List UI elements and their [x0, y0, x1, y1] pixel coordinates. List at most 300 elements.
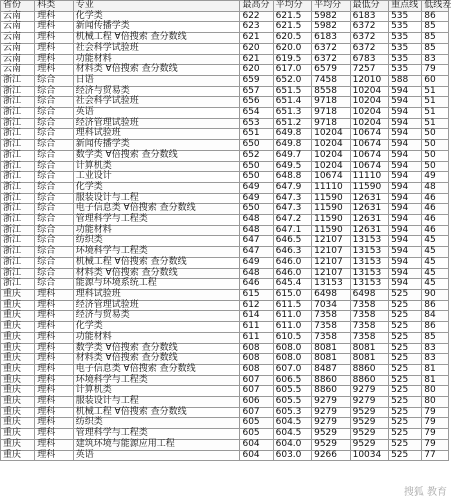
- table-row: [1, 236, 449, 247]
- cell-key-line: 594: [389, 140, 422, 151]
- cell-average-rank: 10204: [312, 129, 350, 140]
- cell-line-diff: 83: [422, 54, 449, 65]
- cell-average-rank: 9279: [312, 418, 350, 429]
- cell-key-line: 525: [389, 343, 422, 354]
- cell-line-diff: 85: [422, 332, 449, 343]
- cell-key-line: 525: [389, 386, 422, 397]
- cell-major: 计算机类: [73, 161, 240, 172]
- cell-average: 646.3: [273, 247, 311, 258]
- cell-average-rank: 9718: [312, 97, 350, 108]
- cell-highest: 657: [240, 86, 273, 97]
- cell-major: 机械工程 ∀倍搜索 查分数线: [73, 33, 240, 44]
- cell-key-line: 594: [389, 172, 422, 183]
- cell-highest: 621: [240, 33, 273, 44]
- cell-highest: 649: [240, 193, 273, 204]
- cell-lowest-rank: 13153: [350, 279, 388, 290]
- cell-province: 浙江: [1, 236, 35, 247]
- table-row: [1, 11, 449, 22]
- cell-average: 651.2: [273, 118, 311, 129]
- cell-highest: 649: [240, 257, 273, 268]
- cell-key-line: 594: [389, 118, 422, 129]
- cell-highest: 654: [240, 108, 273, 119]
- cell-category: 综合: [35, 236, 73, 247]
- cell-lowest-rank: 9529: [350, 418, 388, 429]
- cell-province: 云南: [1, 11, 35, 22]
- table-row: [1, 407, 449, 418]
- table-row: [1, 86, 449, 97]
- cell-province: 浙江: [1, 193, 35, 204]
- cell-highest: 650: [240, 161, 273, 172]
- cell-key-line: 535: [389, 54, 422, 65]
- table-row: [1, 311, 449, 322]
- cell-highest: 608: [240, 343, 273, 354]
- cell-category: 理科: [35, 54, 73, 65]
- cell-line-diff: 80: [422, 397, 449, 408]
- cell-category: 综合: [35, 215, 73, 226]
- cell-average: 645.4: [273, 279, 311, 290]
- cell-major: 新闻传播学类: [73, 22, 240, 33]
- cell-province: 浙江: [1, 108, 35, 119]
- cell-highest: 607: [240, 386, 273, 397]
- cell-highest: 650: [240, 140, 273, 151]
- cell-key-line: 525: [389, 322, 422, 333]
- cell-line-diff: 46: [422, 193, 449, 204]
- table-row: [1, 129, 449, 140]
- cell-lowest-rank: 6498: [350, 289, 388, 300]
- cell-line-diff: 48: [422, 182, 449, 193]
- cell-lowest-rank: 7358: [350, 311, 388, 322]
- cell-major: 环境科学与工程类: [73, 247, 240, 258]
- cell-category: 综合: [35, 172, 73, 183]
- cell-key-line: 594: [389, 215, 422, 226]
- cell-category: 理科: [35, 418, 73, 429]
- cell-average-rank: 8860: [312, 386, 350, 397]
- cell-province: 重庆: [1, 322, 35, 333]
- cell-lowest-rank: 12010: [350, 75, 388, 86]
- cell-major: 机械工程 ∀倍搜索 查分数线: [73, 257, 240, 268]
- cell-province: 重庆: [1, 429, 35, 440]
- cell-key-line: 525: [389, 397, 422, 408]
- cell-average-rank: 10204: [312, 140, 350, 151]
- cell-lowest-rank: 7358: [350, 332, 388, 343]
- table-row: [1, 268, 449, 279]
- cell-key-line: 594: [389, 161, 422, 172]
- cell-average: 651.3: [273, 108, 311, 119]
- cell-highest: 648: [240, 268, 273, 279]
- cell-average: 608.0: [273, 343, 311, 354]
- cell-province: 重庆: [1, 407, 35, 418]
- cell-category: 理科: [35, 439, 73, 450]
- cell-line-diff: 86: [422, 11, 449, 22]
- table-row: [1, 322, 449, 333]
- cell-province: 云南: [1, 33, 35, 44]
- cell-average-rank: 11590: [312, 225, 350, 236]
- cell-highest: 605: [240, 418, 273, 429]
- table-row: [1, 182, 449, 193]
- cell-lowest-rank: 13153: [350, 268, 388, 279]
- cell-average-rank: 9279: [312, 407, 350, 418]
- cell-major: 能源与环境系统工程: [73, 279, 240, 290]
- cell-major: 经济与贸易类: [73, 311, 240, 322]
- cell-province: 浙江: [1, 268, 35, 279]
- cell-average-rank: 8558: [312, 86, 350, 97]
- cell-highest: 653: [240, 118, 273, 129]
- cell-average: 649.8: [273, 140, 311, 151]
- cell-category: 理科: [35, 407, 73, 418]
- cell-lowest-rank: 10204: [350, 108, 388, 119]
- cell-average: 605.5: [273, 386, 311, 397]
- cell-category: 综合: [35, 140, 73, 151]
- cell-average-rank: 7358: [312, 332, 350, 343]
- cell-average: 615.0: [273, 289, 311, 300]
- table-row: [1, 97, 449, 108]
- cell-category: 综合: [35, 182, 73, 193]
- table-row: [1, 418, 449, 429]
- cell-province: 浙江: [1, 161, 35, 172]
- cell-major: 社会科学试验班: [73, 97, 240, 108]
- cell-average: 647.3: [273, 193, 311, 204]
- cell-average: 647.9: [273, 182, 311, 193]
- cell-key-line: 594: [389, 129, 422, 140]
- cell-category: 综合: [35, 225, 73, 236]
- cell-province: 浙江: [1, 140, 35, 151]
- cell-key-line: 525: [389, 375, 422, 386]
- table-row: [1, 279, 449, 290]
- cell-category: 理科: [35, 364, 73, 375]
- cell-line-diff: 90: [422, 289, 449, 300]
- cell-province: 重庆: [1, 343, 35, 354]
- table-header: [1, 1, 449, 12]
- cell-line-diff: 79: [422, 429, 449, 440]
- cell-category: 综合: [35, 86, 73, 97]
- table-row: [1, 108, 449, 119]
- cell-average-rank: 9529: [312, 439, 350, 450]
- cell-major: 管理科学与工程类: [73, 215, 240, 226]
- cell-line-diff: 46: [422, 215, 449, 226]
- cell-province: 浙江: [1, 257, 35, 268]
- table-row: [1, 150, 449, 161]
- cell-province: 浙江: [1, 129, 35, 140]
- cell-province: 云南: [1, 54, 35, 65]
- cell-key-line: 594: [389, 225, 422, 236]
- cell-highest: 606: [240, 397, 273, 408]
- cell-average: 649.8: [273, 129, 311, 140]
- cell-province: 重庆: [1, 354, 35, 365]
- cell-key-line: 525: [389, 364, 422, 375]
- cell-category: 理科: [35, 311, 73, 322]
- cell-key-line: 525: [389, 450, 422, 461]
- cell-category: 理科: [35, 322, 73, 333]
- cell-highest: 646: [240, 279, 273, 290]
- cell-line-diff: 51: [422, 97, 449, 108]
- cell-line-diff: 84: [422, 311, 449, 322]
- cell-lowest-rank: 6372: [350, 33, 388, 44]
- table-row: [1, 215, 449, 226]
- cell-average-rank: 9529: [312, 429, 350, 440]
- cell-key-line: 525: [389, 332, 422, 343]
- header-major: 专业: [73, 1, 240, 12]
- cell-category: 综合: [35, 268, 73, 279]
- cell-average-rank: 6372: [312, 43, 350, 54]
- cell-line-diff: 85: [422, 22, 449, 33]
- cell-key-line: 525: [389, 311, 422, 322]
- cell-major: 经济管理试验班: [73, 118, 240, 129]
- cell-line-diff: 79: [422, 65, 449, 76]
- cell-province: 浙江: [1, 225, 35, 236]
- cell-highest: 607: [240, 407, 273, 418]
- cell-key-line: 594: [389, 193, 422, 204]
- cell-province: 重庆: [1, 397, 35, 408]
- cell-average-rank: 6372: [312, 54, 350, 65]
- cell-line-diff: 45: [422, 257, 449, 268]
- cell-major: 功能材料: [73, 54, 240, 65]
- table-row: [1, 397, 449, 408]
- cell-average-rank: 7034: [312, 300, 350, 311]
- cell-category: 综合: [35, 108, 73, 119]
- cell-line-diff: 45: [422, 279, 449, 290]
- cell-average-rank: 10204: [312, 150, 350, 161]
- table-row: [1, 193, 449, 204]
- cell-key-line: 594: [389, 182, 422, 193]
- cell-key-line: 525: [389, 407, 422, 418]
- table-row: [1, 332, 449, 343]
- cell-line-diff: 79: [422, 407, 449, 418]
- cell-lowest-rank: 9529: [350, 439, 388, 450]
- cell-line-diff: 83: [422, 343, 449, 354]
- cell-highest: 611: [240, 322, 273, 333]
- cell-line-diff: 80: [422, 386, 449, 397]
- cell-lowest-rank: 7358: [350, 300, 388, 311]
- cell-lowest-rank: 6372: [350, 22, 388, 33]
- cell-major: 纺织类: [73, 418, 240, 429]
- cell-average: 621.5: [273, 22, 311, 33]
- cell-average: 621.5: [273, 11, 311, 22]
- watermark-logo: 搜狐 教育: [403, 487, 447, 498]
- cell-key-line: 594: [389, 268, 422, 279]
- cell-key-line: 535: [389, 43, 422, 54]
- cell-average: 604.0: [273, 439, 311, 450]
- cell-highest: 615: [240, 289, 273, 300]
- cell-average-rank: 6183: [312, 33, 350, 44]
- cell-major: 数学类 ∀倍搜索 查分数线: [73, 150, 240, 161]
- cell-key-line: 525: [389, 439, 422, 450]
- cell-line-diff: 50: [422, 129, 449, 140]
- cell-line-diff: 77: [422, 450, 449, 461]
- table-row: [1, 300, 449, 311]
- table-row: [1, 118, 449, 129]
- cell-province: 云南: [1, 22, 35, 33]
- cell-major: 管理科学与工程类: [73, 429, 240, 440]
- cell-lowest-rank: 8860: [350, 375, 388, 386]
- cell-key-line: 525: [389, 418, 422, 429]
- cell-category: 理科: [35, 11, 73, 22]
- cell-average: 646.0: [273, 268, 311, 279]
- cell-category: 理科: [35, 65, 73, 76]
- cell-key-line: 535: [389, 33, 422, 44]
- cell-major: 建筑环境与能源应用工程: [73, 439, 240, 450]
- cell-lowest-rank: 10674: [350, 150, 388, 161]
- cell-category: 综合: [35, 247, 73, 258]
- cell-key-line: 594: [389, 150, 422, 161]
- cell-major: 工业设计: [73, 172, 240, 183]
- cell-province: 浙江: [1, 150, 35, 161]
- cell-province: 浙江: [1, 172, 35, 183]
- cell-lowest-rank: 6372: [350, 43, 388, 54]
- cell-key-line: 535: [389, 65, 422, 76]
- cell-average: 647.3: [273, 204, 311, 215]
- cell-highest: 647: [240, 247, 273, 258]
- cell-average-rank: 10674: [312, 172, 350, 183]
- header-lowest: 最低分: [350, 1, 388, 12]
- cell-province: 重庆: [1, 450, 35, 461]
- cell-major: 社会科学试验班: [73, 43, 240, 54]
- cell-average: 651.4: [273, 97, 311, 108]
- cell-average-rank: 12107: [312, 257, 350, 268]
- cell-category: 理科: [35, 332, 73, 343]
- header-average: 平均分: [273, 1, 311, 12]
- cell-average-rank: 9266: [312, 450, 350, 461]
- cell-highest: 620: [240, 65, 273, 76]
- cell-line-diff: 60: [422, 75, 449, 86]
- cell-major: 日语: [73, 75, 240, 86]
- cell-major: 化学类: [73, 182, 240, 193]
- cell-category: 综合: [35, 257, 73, 268]
- cell-province: 重庆: [1, 439, 35, 450]
- cell-category: 综合: [35, 150, 73, 161]
- cell-lowest-rank: 8081: [350, 354, 388, 365]
- cell-average: 611.0: [273, 322, 311, 333]
- cell-key-line: 594: [389, 257, 422, 268]
- cell-key-line: 594: [389, 204, 422, 215]
- cell-category: 综合: [35, 97, 73, 108]
- cell-category: 综合: [35, 118, 73, 129]
- cell-province: 浙江: [1, 75, 35, 86]
- cell-lowest-rank: 10204: [350, 86, 388, 97]
- cell-average-rank: 9718: [312, 108, 350, 119]
- cell-lowest-rank: 9279: [350, 386, 388, 397]
- cell-average: 604.5: [273, 429, 311, 440]
- cell-average-rank: 7358: [312, 322, 350, 333]
- cell-major: 服装设计与工程: [73, 397, 240, 408]
- table-row: [1, 450, 449, 461]
- cell-average: 646.5: [273, 236, 311, 247]
- cell-highest: 608: [240, 364, 273, 375]
- cell-average: 617.0: [273, 65, 311, 76]
- cell-average-rank: 11590: [312, 204, 350, 215]
- cell-average: 620.5: [273, 33, 311, 44]
- cell-line-diff: 51: [422, 108, 449, 119]
- cell-lowest-rank: 13153: [350, 236, 388, 247]
- cell-average: 606.5: [273, 375, 311, 386]
- cell-category: 综合: [35, 204, 73, 215]
- cell-province: 重庆: [1, 418, 35, 429]
- cell-average-rank: 8487: [312, 364, 350, 375]
- cell-category: 理科: [35, 397, 73, 408]
- cell-major: 环境科学与工程类: [73, 375, 240, 386]
- cell-major: 英语: [73, 108, 240, 119]
- cell-category: 理科: [35, 43, 73, 54]
- cell-key-line: 525: [389, 300, 422, 311]
- cell-key-line: 588: [389, 75, 422, 86]
- cell-average-rank: 6498: [312, 289, 350, 300]
- cell-lowest-rank: 12631: [350, 225, 388, 236]
- header-line-diff: 低线差: [422, 1, 449, 12]
- cell-major: 经济与贸易类: [73, 86, 240, 97]
- cell-lowest-rank: 11590: [350, 182, 388, 193]
- cell-major: 计算机类: [73, 386, 240, 397]
- cell-average: 607.0: [273, 364, 311, 375]
- cell-key-line: 535: [389, 11, 422, 22]
- cell-highest: 649: [240, 182, 273, 193]
- cell-average: 649.7: [273, 150, 311, 161]
- cell-major: 服装设计与工程: [73, 193, 240, 204]
- cell-lowest-rank: 8860: [350, 364, 388, 375]
- cell-highest: 605: [240, 429, 273, 440]
- cell-highest: 612: [240, 300, 273, 311]
- cell-major: 英语: [73, 450, 240, 461]
- table-row: [1, 343, 449, 354]
- cell-lowest-rank: 9529: [350, 429, 388, 440]
- cell-lowest-rank: 10674: [350, 129, 388, 140]
- table-row: [1, 257, 449, 268]
- cell-highest: 656: [240, 97, 273, 108]
- cell-key-line: 594: [389, 247, 422, 258]
- cell-highest: 648: [240, 225, 273, 236]
- cell-average-rank: 6579: [312, 65, 350, 76]
- cell-province: 重庆: [1, 386, 35, 397]
- cell-category: 理科: [35, 343, 73, 354]
- cell-highest: 652: [240, 150, 273, 161]
- cell-highest: 607: [240, 375, 273, 386]
- table-row: [1, 364, 449, 375]
- table-row: [1, 386, 449, 397]
- cell-line-diff: 85: [422, 43, 449, 54]
- cell-highest: 650: [240, 172, 273, 183]
- cell-major: 化学类: [73, 11, 240, 22]
- cell-average: 611.0: [273, 311, 311, 322]
- cell-major: 材料类 ∀倍搜索 查分数线: [73, 268, 240, 279]
- cell-lowest-rank: 13153: [350, 257, 388, 268]
- cell-highest: 620: [240, 43, 273, 54]
- table-row: [1, 54, 449, 65]
- cell-category: 综合: [35, 129, 73, 140]
- cell-average: 605.3: [273, 407, 311, 418]
- table-body: [1, 11, 449, 461]
- cell-major: 机械工程 ∀倍搜索 查分数线: [73, 407, 240, 418]
- cell-province: 重庆: [1, 311, 35, 322]
- cell-lowest-rank: 10034: [350, 450, 388, 461]
- cell-key-line: 594: [389, 108, 422, 119]
- header-category: 科类: [35, 1, 73, 12]
- cell-average: 651.5: [273, 86, 311, 97]
- cell-highest: 608: [240, 354, 273, 365]
- cell-province: 浙江: [1, 182, 35, 193]
- cell-average: 647.1: [273, 225, 311, 236]
- table-row: [1, 204, 449, 215]
- cell-major: 理科试验班: [73, 129, 240, 140]
- cell-province: 重庆: [1, 364, 35, 375]
- cell-key-line: 594: [389, 97, 422, 108]
- cell-average-rank: 13153: [312, 279, 350, 290]
- cell-major: 材料类 ∀倍搜索 查分数线: [73, 65, 240, 76]
- table-row: [1, 289, 449, 300]
- cell-lowest-rank: 12631: [350, 215, 388, 226]
- cell-line-diff: 46: [422, 204, 449, 215]
- cell-category: 综合: [35, 161, 73, 172]
- cell-line-diff: 50: [422, 140, 449, 151]
- cell-line-diff: 46: [422, 225, 449, 236]
- table-row: [1, 140, 449, 151]
